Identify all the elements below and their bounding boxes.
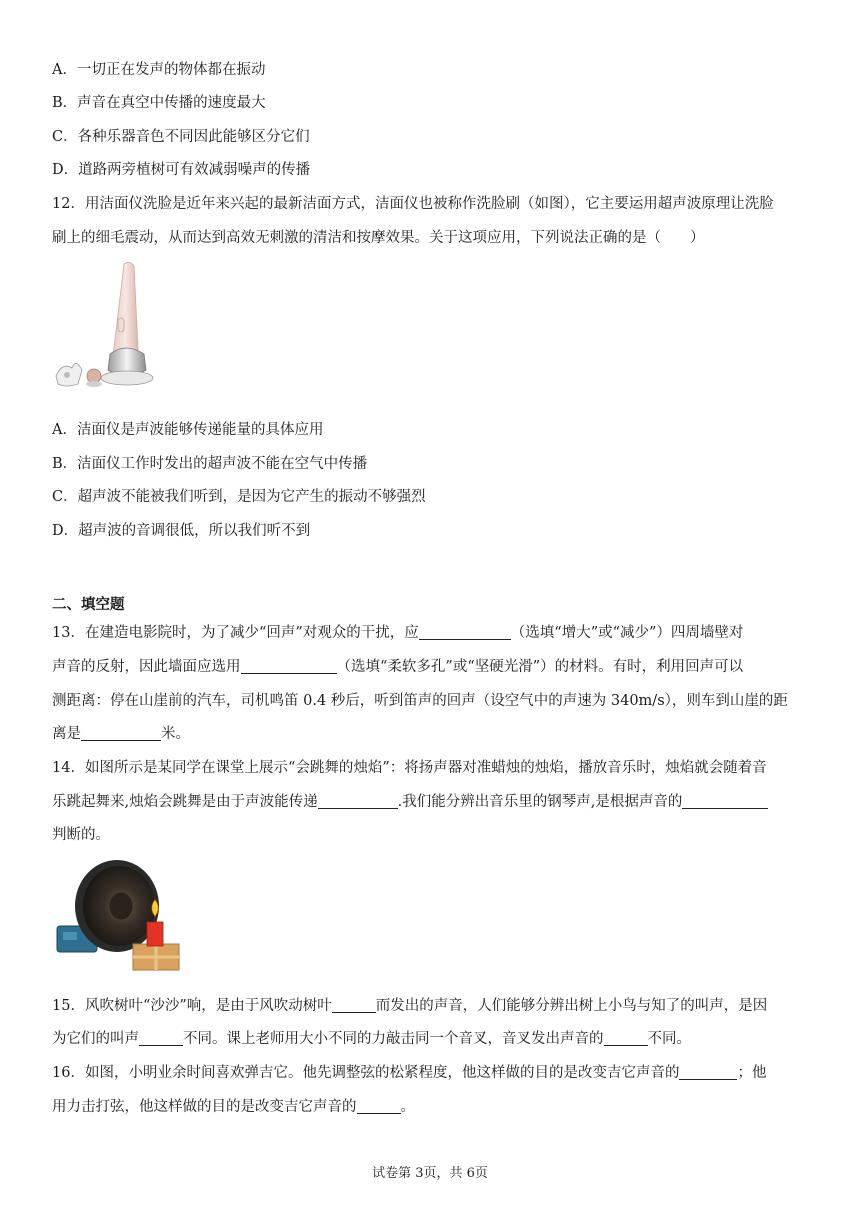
answer-blank[interactable] — [357, 1099, 401, 1114]
q13-line1: 13．在建造电影院时，为了减少“回声”对观众的干扰，应 （选填“增大”或“减少”）四周墙壁对 — [52, 625, 744, 641]
q16-line1: 16．如图，小明业余时间喜欢弹吉它。他先调整弦的松紧程度，他这样做的目的是改变吉它声音的 ；他 — [52, 1065, 767, 1081]
q14-line1: 14．如图所示是某同学在课堂上展示“会跳舞的烛焰”：将扬声器对准蜡烛的烛焰，播放音乐时，烛焰就会随着音 — [52, 760, 767, 776]
answer-blank[interactable] — [81, 726, 161, 741]
q15-line1: 15．风吹树叶“沙沙”响，是由于风吹动树叶 而发出的声音，人们能够分辨出树上小鸟与知了的叫声，是因 — [52, 998, 768, 1014]
q11-option-c: C．各种乐器音色不同因此能够区分它们 — [52, 129, 310, 145]
q13-line4: 离是 米。 — [52, 726, 190, 742]
speaker-candle-figure — [55, 856, 185, 976]
q14-line2: 乐跳起舞来,烛焰会跳舞是由于声波能传递 .我们能分辨出音乐里的钢琴声,是根据声音的 — [52, 792, 812, 812]
q12-stem-line1: 12．用洁面仪洗脸是近年来兴起的最新洁面方式，洁面仪也被称作洗脸刷（如图），它主要运用超声波原理让洗脸 — [52, 196, 774, 212]
answer-blank[interactable] — [419, 625, 511, 640]
facial-cleanser-figure — [52, 258, 162, 398]
q12-option-d: D．超声波的音调很低，所以我们听不到 — [52, 523, 311, 539]
q12-option-b: B．洁面仪工作时发出的超声波不能在空气中传播 — [52, 456, 368, 472]
answer-blank[interactable] — [332, 998, 376, 1013]
answer-blank[interactable] — [604, 1031, 648, 1046]
answer-blank[interactable] — [139, 1031, 183, 1046]
section-title: 二、填空题 — [52, 597, 125, 613]
q13-line3: 测距离：停在山崖前的汽车，司机鸣笛 0.4 秒后，听到笛声的回声（设空气中的声速为 340m/s），则车到山崖的距 — [52, 693, 788, 709]
q11-option-d: D．道路两旁植树可有效减弱噪声的传播 — [52, 162, 311, 178]
q11-option-b: B．声音在真空中传播的速度最大 — [52, 95, 266, 111]
q11-option-a: A．一切正在发声的物体都在振动 — [52, 62, 266, 78]
q15-line2: 为它们的叫声 不同。课上老师用大小不同的力敲击同一个音叉，音叉发出声音的 不同。 — [52, 1031, 691, 1047]
q12-option-a: A．洁面仪是声波能够传递能量的具体应用 — [52, 422, 324, 438]
answer-blank[interactable] — [318, 794, 398, 809]
q13-line2: 声音的反射，因此墙面应选用 （选填“柔软多孔”或“坚硬光滑”）的材料。有时，利用回声可以 — [52, 659, 744, 675]
answer-blank[interactable] — [241, 659, 337, 674]
page-footer: 试卷第 3页，共 6页 — [372, 1166, 488, 1181]
q12-option-c: C．超声波不能被我们听到，是因为它产生的振动不够强烈 — [52, 489, 426, 505]
answer-blank[interactable] — [679, 1065, 737, 1080]
answer-blank[interactable] — [682, 794, 768, 809]
q16-line2: 用力击打弦，他这样做的目的是改变吉它声音的 。 — [52, 1099, 415, 1115]
q12-stem-line2: 刷上的细毛震动，从而达到高效无刺激的清洁和按摩效果。关于这项应用，下列说法正确的是（ ） — [52, 230, 705, 246]
q14-line3: 判断的。 — [52, 827, 110, 843]
